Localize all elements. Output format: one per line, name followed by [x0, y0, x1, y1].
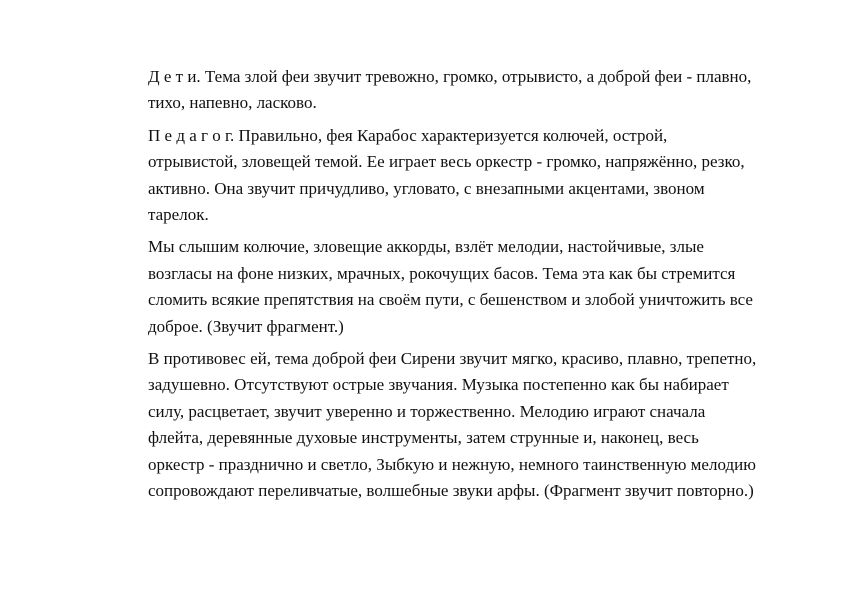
paragraph-children-answer [148, 64, 758, 117]
paragraph-text: Мы слышим колючие, зловещие аккорды, взлёт мелодии, настойчивые, злые возгласы на фоне низких, мрачных, рокочущих басов. Тема эта как бы стремится сломить всякие препятствия на своём пути, с бешенством и злобой уничтожить все доброе. (Звучит фрагмент.) [148, 237, 753, 336]
speaker-label: Д е т и. [148, 67, 201, 86]
paragraph-text: В противовес ей, тема доброй феи Сирени звучит мягко, красиво, плавно, трепетно, задушевно. Отсутствуют острые звучания. Музыка постепенно как бы набирает силу, расцветает, звучит уверенно и торжественно. Мелодию играют сначала флейта, деревянные духовые инструменты, затем струнные и, наконец, весь оркестр - празднично и светло, Зыбкую и нежную, немного таинственную мелодию сопровождают переливчатые, волшебные звуки арфы. (Фрагмент звучит повторно.) [148, 349, 757, 501]
paragraph-lilac-fairy-description [148, 346, 758, 504]
paragraph-text: Правильно, фея Карабос характеризуется колючей, острой, отрывистой, зловещей темой. Ее играет весь оркестр - громко, напряжённо, резко, активно. Она звучит причудливо, угловато, с внезапными акцентами, звоном тарелок. [148, 125, 745, 225]
paragraph-carabosse-description [148, 234, 758, 340]
speaker-label: П е д а г о г. [148, 125, 235, 145]
text-body [148, 64, 758, 511]
paragraph-text: Тема злой феи звучит тревожно, громко, отрывисто, а доброй феи - плавно, тихо, напевно, ласково. [148, 67, 752, 113]
paragraph-teacher-remark [148, 123, 758, 229]
